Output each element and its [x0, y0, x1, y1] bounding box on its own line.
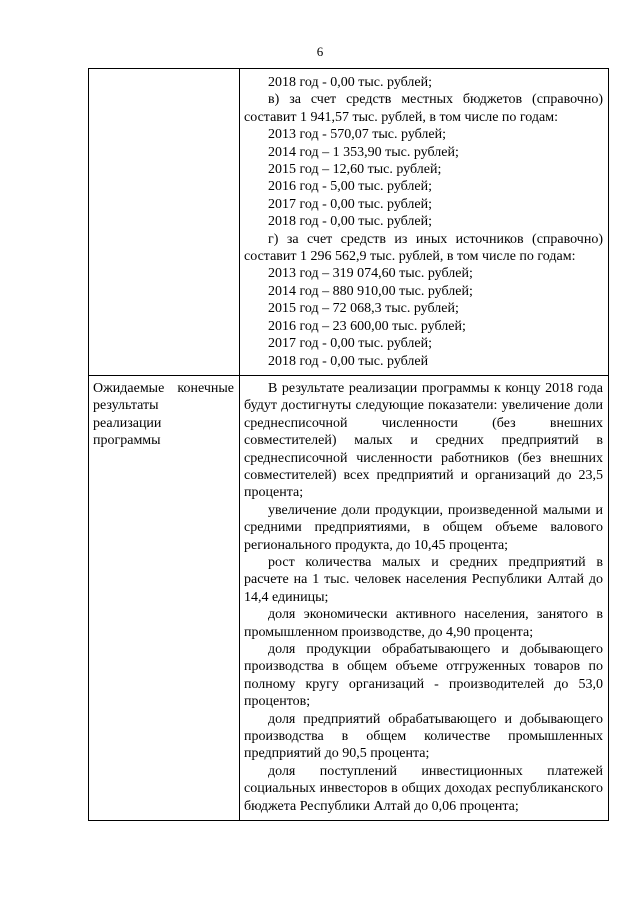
result-paragraph: доля экономически активного населения, занятого в промышленном производстве, до 4,90 процента;	[244, 607, 603, 640]
row-label	[89, 376, 239, 455]
row-label-cell	[89, 375, 240, 820]
row-label-cell	[89, 69, 240, 376]
result-paragraph: доля продукции обрабатывающего и добывающего производства в общем объеме отгруженных товаров по полному кругу организаций - производителей до 53,0 процентов;	[244, 642, 603, 710]
financing-line: 2016 год - 5,00 тыс. рублей;	[268, 179, 433, 195]
financing-line: 2013 год - 570,07 тыс. рублей;	[268, 127, 447, 143]
result-paragraph: рост количества малых и средних предприятий в расчете на 1 тыс. человек населения Республики Алтай до 14,4 единицы;	[244, 554, 603, 605]
label-line: реализации	[93, 415, 162, 431]
row-content-cell	[240, 375, 609, 820]
financing-line: 2014 год – 880 910,00 тыс. рублей;	[268, 283, 473, 299]
label-line: программы	[93, 433, 161, 449]
result-paragraph: увеличение доли продукции, произведенной малыми и средними предприятиями, в общем объеме валового регионального продукта, до 10,45 процента;	[244, 502, 603, 553]
financing-line: 2015 год – 72 068,3 тыс. рублей;	[268, 301, 459, 317]
financing-line: 2013 год – 319 074,60 тыс. рублей;	[268, 266, 473, 282]
table-row	[89, 69, 609, 376]
passport-table	[88, 68, 609, 821]
financing-line: 2018 год - 0,00 тыс. рублей;	[268, 75, 433, 90]
result-paragraph: В результате реализации программы к концу 2018 года будут достигнуты следующие показатели: увеличение доли среднесписочной численности (без внешних совместителей) малых и средних предприятий в среднесписочной численности работников (без внешних совместителей) всех предприятий и организаций до 23,5 процента;	[244, 380, 603, 501]
financing-line: г) за счет средств из иных источников (справочно) составит 1 296 562,9 тыс. рублей, в том числе по годам:	[244, 231, 603, 265]
label-line: результаты	[93, 398, 159, 414]
result-paragraph: доля предприятий обрабатывающего и добывающего производства в общем количестве промышленных предприятий до 90,5 процента;	[244, 711, 603, 762]
financing-line: 2015 год – 12,60 тыс. рублей;	[268, 162, 442, 178]
financing-line: 2014 год – 1 353,90 тыс. рублей;	[268, 144, 459, 160]
financing-line: 2017 год - 0,00 тыс. рублей;	[268, 336, 433, 352]
table-row	[89, 375, 609, 820]
financing-line: 2016 год – 23 600,00 тыс. рублей;	[268, 318, 466, 334]
financing-list	[240, 69, 608, 375]
label-line: Ожидаемые конечные	[93, 380, 234, 396]
financing-line: 2017 год - 0,00 тыс. рублей;	[268, 196, 433, 212]
expected-results	[240, 376, 608, 820]
result-paragraph: доля поступлений инвестиционных платежей социальных инвесторов в общих доходах республиканского бюджета Республики Алтай до 0,06 процента;	[244, 763, 603, 814]
row-content-cell	[240, 69, 609, 376]
financing-line: 2018 год - 0,00 тыс. рублей;	[268, 214, 433, 230]
row-label	[89, 69, 239, 79]
financing-line: в) за счет средств местных бюджетов (справочно) составит 1 941,57 тыс. рублей, в том числе по годам:	[244, 92, 603, 125]
page-number: 6	[316, 44, 324, 59]
financing-line: 2018 год - 0,00 тыс. рублей	[268, 353, 429, 369]
